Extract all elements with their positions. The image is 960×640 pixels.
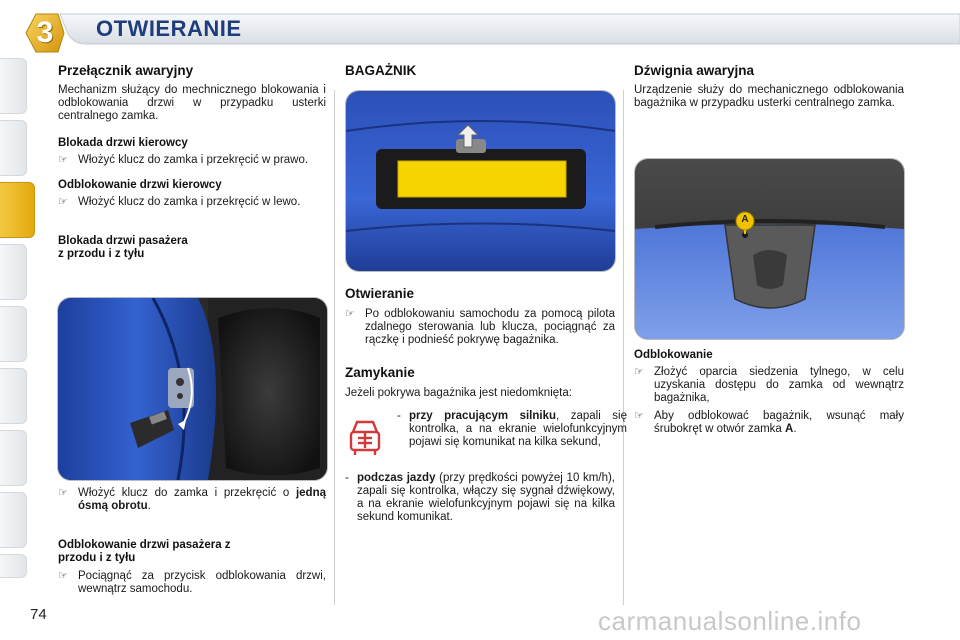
column-1 bbox=[58, 63, 326, 261]
subheading: Blokada drzwi pasażera z przodu i z tyłu bbox=[58, 235, 188, 260]
subheading-otwieranie: Otwieranie bbox=[345, 286, 415, 301]
section-heading: Przełącznik awaryjny bbox=[58, 63, 194, 78]
side-tab-active bbox=[0, 182, 35, 238]
subheading: Odblokowanie drzwi pasażera z przodu i z tyłu bbox=[58, 539, 231, 564]
watermark: carmanualsonline.info bbox=[598, 606, 862, 636]
pointing-hand-icon: ☞ bbox=[58, 154, 68, 166]
pointing-hand-icon: ☞ bbox=[58, 487, 68, 499]
page-number: 74 bbox=[30, 606, 47, 623]
bullet-item: ☞ Włożyć klucz do zamka i przekręcić w lewo. bbox=[58, 196, 301, 208]
pointing-hand-icon: ☞ bbox=[58, 570, 68, 582]
dash-item: - przy pracującym silniku, zapali się kontrolka, a na ekranie wielofunkcyjnym pojawi się komunikat na kilka sekund, bbox=[397, 410, 627, 448]
section-heading: BAGAŻNIK bbox=[345, 63, 417, 78]
column-3 bbox=[634, 63, 904, 110]
side-tab bbox=[0, 120, 27, 176]
column-divider bbox=[623, 90, 624, 605]
side-tab bbox=[0, 306, 27, 362]
chapter-badge bbox=[24, 12, 66, 54]
emergency-lever-photo bbox=[634, 158, 905, 340]
column-2 bbox=[345, 63, 615, 78]
pointing-hand-icon: ☞ bbox=[58, 196, 68, 208]
side-tab bbox=[0, 554, 27, 578]
pointing-hand-icon: ☞ bbox=[634, 366, 644, 378]
intro-text: Urządzenie służy do mechanicznego odblokowania bagażnika w przypadku usterki centralnego zamka. bbox=[634, 84, 904, 109]
dash-item: - podczas jazdy (przy prędkości powyżej 10 km/h), zapali się kontrolka, włączy się sygnał dźwiękowy, a na ekranie wielofunkcyjnym pojawi się na kilka sekund komunikat. bbox=[345, 472, 615, 523]
warning-row bbox=[345, 410, 627, 460]
bullet-item: ☞ Po odblokowaniu samochodu za pomocą pilota zdalnego sterowania lub klucza, pociągnąć za rączkę i podnieść pokrywę bagażnika. bbox=[345, 308, 615, 346]
column-1-lower bbox=[58, 487, 326, 596]
bullet-item: ☞ Aby odblokować bagażnik, wsunąć mały śrubokręt w otwór zamka A. bbox=[634, 410, 904, 435]
intro-text: Jeżeli pokrywa bagażnika jest niedomknięta: bbox=[345, 387, 572, 399]
bullet-item: ☞ Włożyć klucz do zamka i przekręcić w prawo. bbox=[58, 154, 309, 166]
callout-label-a: A bbox=[741, 214, 749, 225]
side-tab bbox=[0, 244, 27, 300]
bullet-item: ☞ Złożyć oparcia siedzenia tylnego, w celu uzyskania dostępu do zamka od wewnątrz bagażnika, bbox=[634, 366, 904, 404]
door-lock-photo bbox=[57, 297, 328, 481]
bullet-item: ☞ Pociągnąć za przycisk odblokowania drzwi, wewnątrz samochodu. bbox=[58, 570, 326, 595]
chapter-number: 3 bbox=[36, 16, 54, 49]
side-tab bbox=[0, 492, 27, 548]
pointing-hand-icon: ☞ bbox=[345, 308, 355, 320]
pointing-hand-icon: ☞ bbox=[634, 410, 644, 422]
column-divider bbox=[334, 90, 335, 605]
intro-text: Mechanizm służący do mechnicznego blokowania i odblokowania drzwi w przypadku usterki centralnego zamka. bbox=[58, 84, 326, 122]
page-title: OTWIERANIE bbox=[96, 16, 242, 41]
column-3-lower bbox=[634, 349, 904, 436]
subheading: Odblokowanie drzwi kierowcy bbox=[58, 179, 222, 191]
side-tab bbox=[0, 430, 27, 486]
boot-handle-photo bbox=[345, 90, 616, 272]
subheading: Odblokowanie bbox=[634, 349, 713, 361]
subheading: Blokada drzwi kierowcy bbox=[58, 137, 188, 149]
side-tab bbox=[0, 368, 27, 424]
section-heading: Dźwignia awaryjna bbox=[634, 63, 755, 78]
open-boot-warning-icon bbox=[345, 416, 385, 458]
bullet-item: ☞ Włożyć klucz do zamka i przekręcić o jedną ósmą obrotu. bbox=[58, 487, 326, 512]
side-tab bbox=[0, 58, 27, 114]
subheading-zamykanie: Zamykanie bbox=[345, 365, 415, 380]
column-2-lower bbox=[345, 286, 627, 524]
